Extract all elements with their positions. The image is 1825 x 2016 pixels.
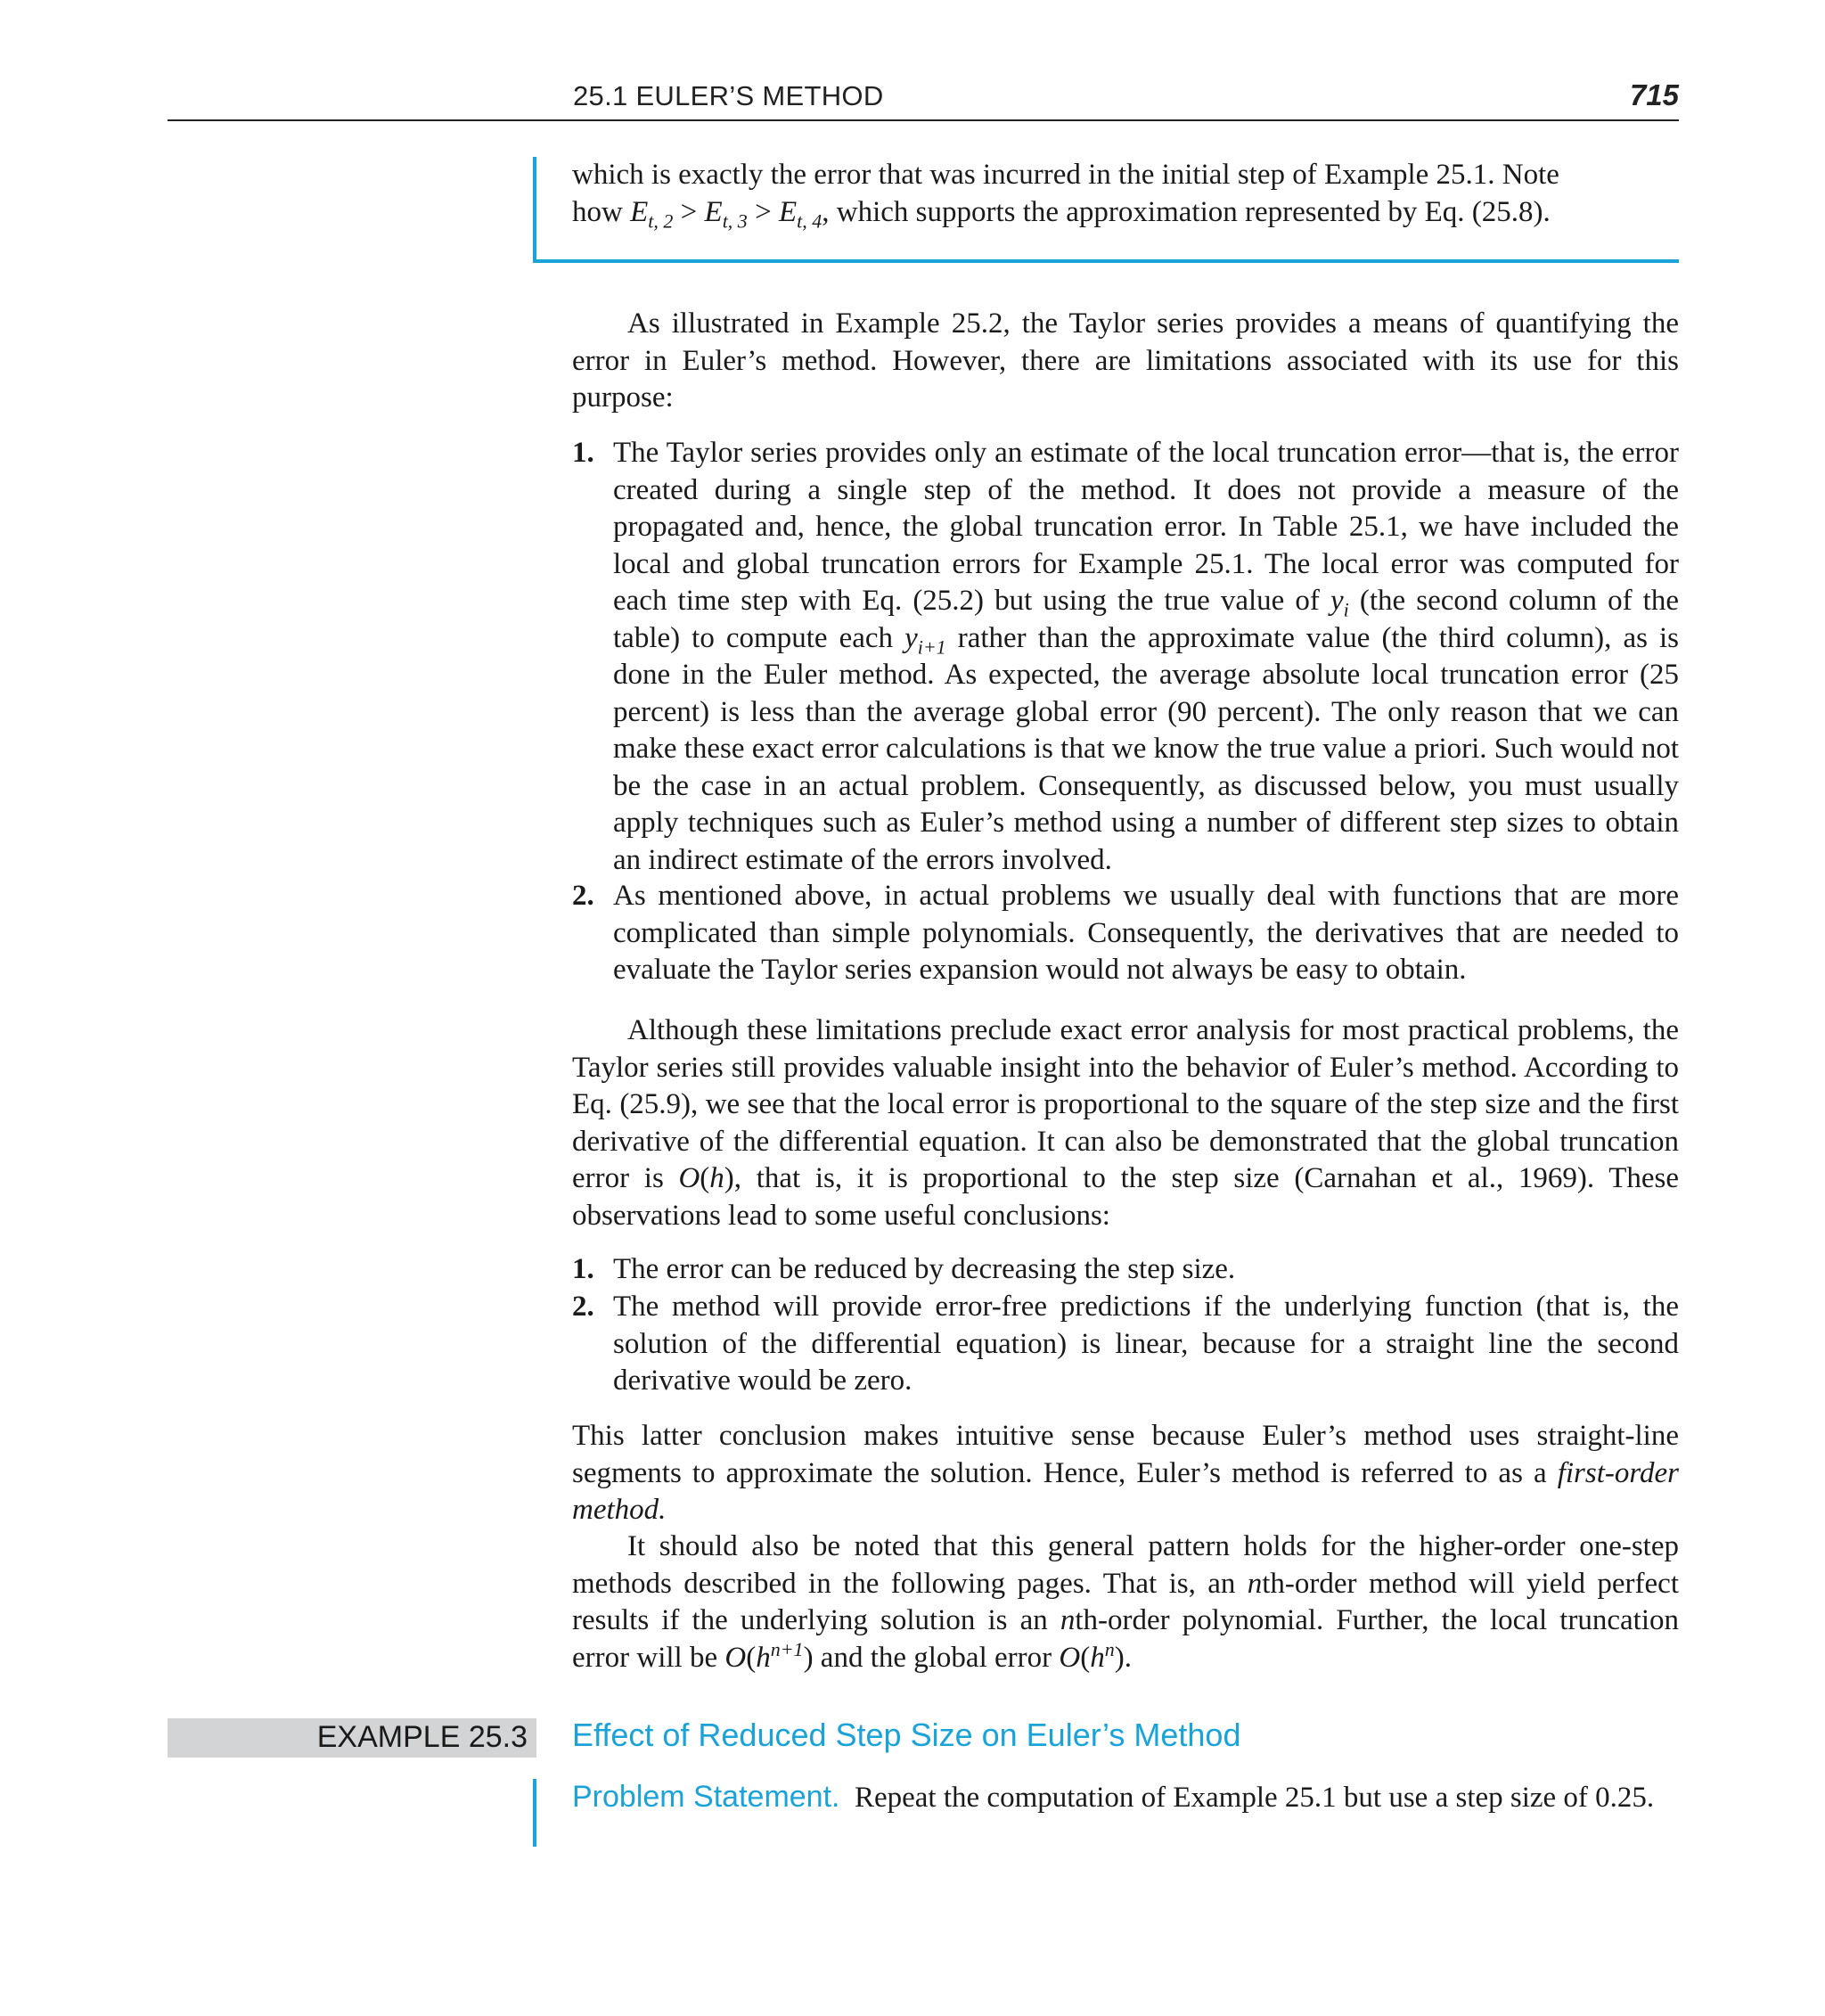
problem-statement-text: Repeat the computation of Example 25.1 but use a step size of 0.25. <box>839 1782 1655 1814</box>
list-item <box>572 1289 1679 1400</box>
example-title: Effect of Reduced Step Size on Euler’s Method <box>572 1717 1241 1753</box>
list-item-text: The error can be reduced by decreasing the step size. <box>613 1253 1236 1285</box>
list-number: 2. <box>572 1291 594 1323</box>
example-label: EXAMPLE 25.3 <box>316 1720 528 1754</box>
list-item <box>572 435 1679 879</box>
list-number: 1. <box>572 1253 594 1285</box>
problem-statement <box>572 1779 1679 1817</box>
example-box-bottom-rule <box>533 259 1679 263</box>
continuation-line-1: which is exactly the error that was incurred in the initial step of Example 25.1. Note <box>572 159 1559 191</box>
list-item-text: The Taylor series provides only an estimate of the local truncation error—that is, the error created during a single step of the method. It does not provide a measure of the propagated and, hence, the global truncation error. In Table 25.1, we have included the local and global truncation errors for Example 25.1. The local error was computed for each time step with Eq. (25.2) but using the true value of $y_i$ (the second column of the table) to compute each $y_{i+1}$ rather than the approximate value (the third column), as is done in the Euler method. As expected, the average absolute local truncation error (25 percent) is less than the average global error (90 percent). The only reason that we can make these exact error calculations is that we know the true value a priori. Such would not be the case in an actual problem. Consequently, as discussed below, you must usually apply techniques such as Euler’s method using a number of different step sizes to obtain an indirect estimate of the errors involved. <box>613 437 1680 876</box>
paragraph-higher-order: It should also be noted that this general pattern holds for the higher-order one-step methods described in the following pages. That is, an nth-order method will yield perfect results if the underlying solution is an nth-order polynomial. Further, the local truncation error will be $O(h^{n+1})$ and the global error $O(h^n)$. <box>572 1530 1680 1674</box>
example-continuation: which is exactly the error that was incurred in the initial step of Example 25.1. Note how $E_{t, 2} > E_{t, 3} > E_{t, 4}$, which supports the approximation represented by Eq. (25.8). <box>572 159 1559 233</box>
problem-statement-label: Problem Statement. <box>572 1780 840 1814</box>
list-item <box>572 1251 1679 1289</box>
list-number: 1. <box>572 437 594 469</box>
list-item-text: As mentioned above, in actual problems we usually deal with functions that are more complicated than simple polynomials. Consequently, the derivatives that are needed to evaluate the Taylor series expansion would not always be easy to obtain. <box>613 880 1679 986</box>
page-header <box>168 78 1679 121</box>
running-title: 25.1 EULER’S METHOD <box>573 80 884 111</box>
paragraph-error-insight: Although these limitations preclude exact error analysis for most practical problems, the Taylor series still provides valuable insight into the behavior of Euler’s method. According to Eq. (25.9), we see that the local error is proportional to the square of the step size and the first derivative of the differential equation. It can also be demonstrated that the global truncation error is O(h), that is, it is proportional to the step size (Carnahan et al., 1969). These observations lead to some useful conclusions: <box>572 1014 1679 1232</box>
emphasis-first-order: first-order method. <box>572 1456 1679 1526</box>
paragraph-taylor-limitations: As illustrated in Example 25.2, the Taylor series provides a means of quantifying the error in Euler’s method. However, there are limitations associated with its use for this purpose: <box>572 307 1679 414</box>
example-left-rule <box>533 1779 536 1847</box>
list-item <box>572 878 1679 989</box>
example-box-left-rule <box>533 157 536 262</box>
list-number: 2. <box>572 880 594 912</box>
paragraph-first-order: This latter conclusion makes intuitive sense because Euler’s method uses straight-line segments to approximate the solution. Hence, Euler’s method is referred to as a first-order method. <box>572 1420 1679 1526</box>
example-tag <box>168 1718 536 1758</box>
list-item-text: The method will provide error-free predictions if the underlying function (that is, the solution of the differential equation) is linear, because for a straight line the second derivative would be zero. <box>613 1291 1679 1397</box>
page-number: 715 <box>1629 78 1679 111</box>
